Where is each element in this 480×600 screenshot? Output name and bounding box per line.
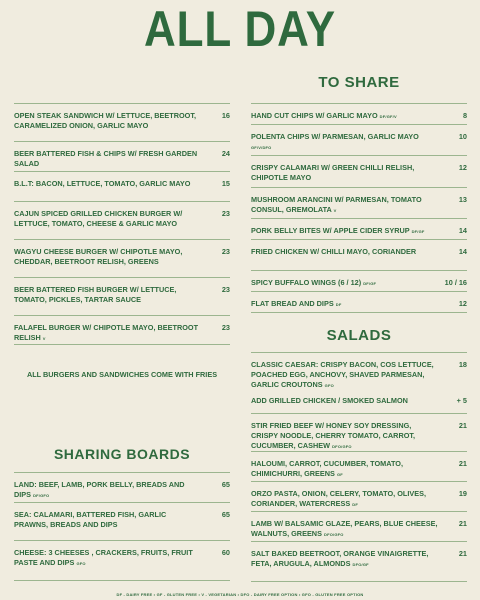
menu-item xyxy=(14,104,230,142)
dietary-tag: GF/V/DFO xyxy=(251,145,272,150)
menu-item xyxy=(251,188,467,219)
menu-item-price: 14 xyxy=(458,226,467,235)
menu-item xyxy=(251,353,467,414)
menu-item xyxy=(14,142,230,172)
menu-item xyxy=(14,541,230,581)
menu-item-price: 24 xyxy=(221,149,230,158)
sharing-boards-list xyxy=(14,472,230,581)
dietary-tag: DFO/GFO xyxy=(323,532,344,537)
dietary-tag: DF/GF/V xyxy=(379,114,397,119)
menu-item xyxy=(251,219,467,240)
menu-item-name: BEER BATTERED FISH & CHIPS W/ FRESH GARDEN SALAD xyxy=(14,149,198,168)
burger-note: ALL BURGERS AND SANDWICHES COME WITH FRIES xyxy=(26,370,218,379)
dietary-tag: DF/GFO xyxy=(33,493,50,498)
menu-item xyxy=(251,104,467,125)
menu-item-name: SPICY BUFFALO WINGS (6 / 12) DF/GF xyxy=(251,278,377,287)
menu-item-name: SALT BAKED BEETROOT, ORANGE VINAIGRETTE, FETA, ARUGULA, ALMONDS DFO/GF xyxy=(251,549,429,568)
menu-item-name: CRISPY CALAMARI W/ GREEN CHILLI RELISH, CHIPOTLE MAYO xyxy=(251,163,415,182)
menu-item xyxy=(251,542,467,582)
menu-item-name: HAND CUT CHIPS W/ GARLIC MAYO DF/GF/V xyxy=(251,111,397,120)
menu-item-name: OPEN STEAK SANDWICH W/ LETTUCE, BEETROOT, CARAMELIZED ONION, GARLIC MAYO xyxy=(14,111,197,130)
dietary-tag: DFO/GF xyxy=(352,562,369,567)
menu-item-price: 23 xyxy=(221,209,230,218)
menu-item-name: ORZO PASTA, ONION, CELERY, TOMATO, OLIVES, CORIANDER, WATERCRESS DF xyxy=(251,489,427,508)
menu-item-name: FALAFEL BURGER W/ CHIPOTLE MAYO, BEETROOT RELISH V xyxy=(14,323,199,342)
menu-item xyxy=(251,414,467,452)
menu-item-price: 23 xyxy=(221,285,230,294)
menu-item-name: CAJUN SPICED GRILLED CHICKEN BURGER W/ LETTUCE, TOMATO, CHEESE & GARLIC MAYO xyxy=(14,209,183,228)
sharing-boards-heading: SHARING BOARDS xyxy=(53,446,191,462)
menu-item-name: FLAT BREAD AND DIPS DF xyxy=(251,299,342,308)
menu-item xyxy=(14,202,230,240)
menu-item xyxy=(251,482,467,512)
addon-price: + 5 xyxy=(456,396,467,405)
mains-list xyxy=(14,103,230,345)
menu-item-price: 10 / 16 xyxy=(444,278,467,287)
dietary-tag: DF/GF xyxy=(411,229,425,234)
dietary-tag: V xyxy=(42,336,46,341)
dietary-tag: DF/GF xyxy=(363,281,377,286)
menu-item-name: BEER BATTERED FISH BURGER W/ LETTUCE, TOMATO, PICKLES, TARTAR SAUCE xyxy=(14,285,177,304)
to-share-heading: TO SHARE xyxy=(318,74,400,91)
menu-item xyxy=(14,473,230,503)
dietary-tag: GF xyxy=(336,472,343,477)
menu-item-price: 8 xyxy=(462,111,467,120)
menu-item-name: PORK BELLY BITES W/ APPLE CIDER SYRUP DF/GF xyxy=(251,226,425,235)
menu-item xyxy=(251,271,467,292)
menu-item-price: 21 xyxy=(458,549,467,558)
menu-item xyxy=(14,240,230,278)
menu-item xyxy=(251,125,467,156)
menu-item-price: 65 xyxy=(221,510,230,519)
dietary-tag: GFO xyxy=(324,383,334,388)
menu-item-name: B.L.T: BACON, LETTUCE, TOMATO, GARLIC MAYO xyxy=(14,179,191,188)
menu-item xyxy=(251,512,467,542)
menu-item-name: MUSHROOM ARANCINI W/ PARMESAN, TOMATO CONSUL, GREMOLATA V xyxy=(251,195,422,214)
menu-title: ALL DAY xyxy=(143,1,336,57)
menu-item xyxy=(251,240,467,271)
menu-item-price: 60 xyxy=(221,548,230,557)
menu-item-price: 21 xyxy=(458,421,467,430)
menu-item-price: 65 xyxy=(221,480,230,489)
menu-item xyxy=(14,278,230,316)
menu-item-price: 23 xyxy=(221,247,230,256)
dietary-tag: DF xyxy=(335,302,342,307)
menu-item-name: LAND: BEEF, LAMB, PORK BELLY, BREADS AND DIPS DF/GFO xyxy=(14,480,185,499)
menu-item-name: CLASSIC CAESAR: CRISPY BACON, COS LETTUCE, POACHED EGG, ANCHOVY, SHAVED PARMESAN, GARLIC CROUTONS GFO xyxy=(251,360,434,389)
menu-item-name: HALOUMI, CARROT, CUCUMBER, TOMATO, CHIMICHURRI, GREENS GF xyxy=(251,459,404,478)
menu-item-price: 21 xyxy=(458,519,467,528)
menu-item-name: LAMB W/ BALSAMIC GLAZE, PEARS, BLUE CHEESE, WALNUTS, GREENS DFO/GFO xyxy=(251,519,438,538)
menu-item xyxy=(251,292,467,313)
menu-item-price: 12 xyxy=(458,299,467,308)
menu-item xyxy=(14,316,230,345)
menu-item-price: 12 xyxy=(458,163,467,172)
menu-item-name: POLENTA CHIPS W/ PARMESAN, GARLIC MAYO GF/V/DFO xyxy=(251,132,419,150)
menu-item xyxy=(251,452,467,482)
menu-item xyxy=(14,503,230,541)
menu-item-price: 18 xyxy=(458,360,467,369)
to-share-list xyxy=(251,103,467,313)
menu-item-price: 16 xyxy=(221,111,230,120)
menu-item-name: FRIED CHICKEN W/ CHILLI MAYO, CORIANDER xyxy=(251,247,417,256)
dietary-tag: V xyxy=(333,208,337,213)
dietary-tag: DF xyxy=(352,502,358,507)
menu-item-price: 15 xyxy=(221,179,230,188)
menu-item-price: 23 xyxy=(221,323,230,332)
menu-item xyxy=(14,172,230,202)
menu-item-addon: ADD GRILLED CHICKEN / SMOKED SALMON xyxy=(251,396,408,405)
dietary-tag: GFO xyxy=(76,561,86,566)
dietary-legend: DF - DAIRY FREE • GF - GLUTEN FREE • V - VEGETARIAN • DFO - DAIRY FREE OPTION • GFO - GLUTEN FREE OPTION xyxy=(116,592,364,597)
menu-item-price: 10 xyxy=(458,132,467,141)
menu-item-price: 19 xyxy=(458,489,467,498)
menu-item-name: CHEESE: 3 CHEESES , CRACKERS, FRUITS, FRUIT PASTE AND DIPS GFO xyxy=(14,548,193,567)
menu-item-price: 21 xyxy=(458,459,467,468)
dietary-tag: DFO/GFO xyxy=(332,444,352,449)
menu-item-price: 13 xyxy=(458,195,467,204)
menu-item-name: SEA: CALAMARI, BATTERED FISH, GARLIC PRAWNS, BREADS AND DIPS xyxy=(14,510,167,529)
salads-heading: SALADS xyxy=(326,327,392,344)
menu-item-name: WAGYU CHEESE BURGER W/ CHIPOTLE MAYO, CHEDDAR, BEETROOT RELISH, GREENS xyxy=(14,247,183,266)
menu-item-price: 14 xyxy=(458,247,467,256)
menu-item xyxy=(251,156,467,188)
menu-item-name: STIR FRIED BEEF W/ HONEY SOY DRESSING, CRISPY NOODLE, CHERRY TOMATO, CARROT, CUCUMBER, CASHEW DFO/GFO xyxy=(251,421,416,450)
salads-list xyxy=(251,352,467,582)
